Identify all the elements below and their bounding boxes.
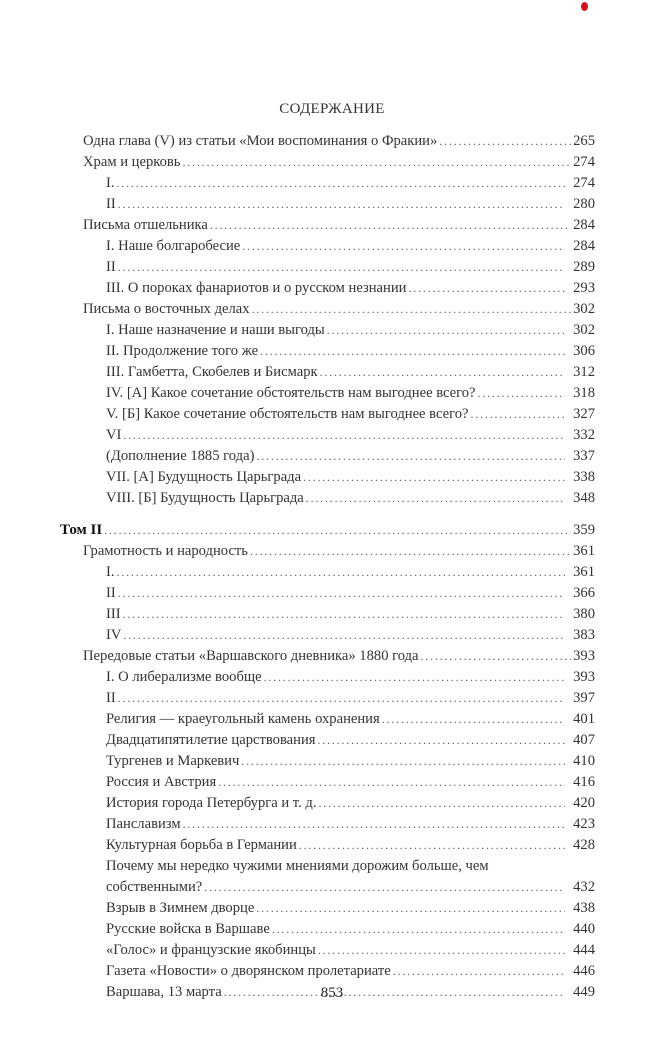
toc-entry-page: 401 [573,711,595,727]
toc-entry[interactable] [83,648,595,669]
toc-entry[interactable] [106,585,595,606]
dot-leader [118,691,565,706]
dot-leader [241,754,565,769]
dot-leader [382,712,565,727]
toc-entry-page: 332 [573,427,595,443]
toc-entry[interactable] [106,280,595,301]
toc-entry-page: 289 [573,259,595,275]
dot-leader [182,155,571,170]
toc-entry[interactable] [106,753,595,774]
toc-entry-title: IV. [А] Какое сочетание обстоятельств нам выгоднее всего? [106,385,476,401]
toc-entry-title: Одна глава (V) из статьи «Мои воспоминания о Фракии» [83,133,438,149]
toc-entry-title: VI [106,427,122,443]
toc-entry[interactable] [106,490,595,511]
toc-entry-page: 361 [573,543,595,559]
toc-entry-title: Письма о восточных делах [83,301,250,317]
toc-entry[interactable] [106,469,595,490]
dot-leader [250,544,571,559]
dot-leader [252,302,572,317]
toc-entry[interactable] [106,690,595,711]
toc-entry-page: 416 [573,774,595,790]
toc-entry-page: 440 [573,921,595,937]
dot-leader [256,449,565,464]
dot-leader [118,586,565,601]
toc-entry[interactable] [83,217,595,238]
toc-entry[interactable] [83,133,595,154]
toc-entry-page: 318 [573,385,595,401]
toc-entry-page: 306 [573,343,595,359]
toc-entry-title: IV [106,627,122,643]
toc-entry-title: II [106,196,116,212]
dot-leader [242,239,565,254]
page-number: 853 [320,985,344,1001]
toc-entry[interactable] [106,564,595,585]
toc-entry-title: Варшава, 13 марта [106,984,222,1000]
dot-leader [306,491,565,506]
toc-entry-page: 265 [573,133,595,149]
toc-entry-title: История города Петербурга и т. д. [106,795,317,811]
dot-leader [118,260,565,275]
toc-entry-page: 302 [573,322,595,338]
toc-entry[interactable] [106,196,595,217]
dot-leader [439,134,571,149]
toc-entry-page: 312 [573,364,595,380]
toc-entry-page: 327 [573,406,595,422]
toc-entry[interactable] [106,879,595,900]
dot-leader [218,775,565,790]
toc-entry[interactable] [106,669,595,690]
dot-leader [408,281,565,296]
toc-entry-page: 284 [573,238,595,254]
toc-entry[interactable] [106,238,595,259]
toc-entry-title: Культурная борьба в Германии [106,837,297,853]
toc-entry-title: Газета «Новости» о дворянском пролетариате [106,963,391,979]
toc-entry-title: II [106,585,116,601]
dot-leader [421,649,572,664]
toc-entry-page: 361 [573,564,595,580]
toc-entry-page: 380 [573,606,595,622]
dot-leader [303,470,565,485]
toc-entry[interactable] [106,427,595,448]
toc-entry-title: Панславизм [106,816,181,832]
toc-entry-page: 274 [573,175,595,191]
toc-entry-title: II [106,690,116,706]
toc-entry[interactable] [106,406,595,427]
toc-entry-title: II [106,259,116,275]
toc-entry-title: II. Продолжение того же [106,343,259,359]
toc-entry-page: 274 [573,154,595,170]
toc-entry[interactable] [106,816,595,837]
toc-entry-page: 284 [573,217,595,233]
toc-entry-page: 397 [573,690,595,706]
toc-entry-first-line[interactable] [106,858,595,879]
toc-entry-title: Письма отшельника [83,217,208,233]
toc-entry-title: Передовые статьи «Варшавского дневника» 1880 года [83,648,419,664]
toc-entry-page: 393 [573,648,595,664]
toc-entry-page: 337 [573,448,595,464]
toc-entry-title: VIII. [Б] Будущность Царьграда [106,490,304,506]
toc-entry-title: Тургенев и Маркевич [106,753,240,769]
toc-entry-page: 393 [573,669,595,685]
toc-entry-page: 366 [573,585,595,601]
dot-leader [117,176,566,191]
toc-entry-title: III. О пороках фанариотов и о русском незнании [106,280,407,296]
dot-leader [272,922,565,937]
toc-entry[interactable] [106,322,595,343]
toc-entry[interactable] [106,364,595,385]
toc-entry-page: 280 [573,196,595,212]
toc-entry-page: 383 [573,627,595,643]
dot-leader [320,365,566,380]
toc-entry-page: 407 [573,732,595,748]
toc-entry-page: 432 [573,879,595,895]
toc-entry-title: Грамотность и народность [83,543,248,559]
toc-entry[interactable] [83,301,595,322]
dot-leader [318,943,565,958]
toc-entry-title-continuation: собственными? [106,879,203,895]
toc-entry-title: Взрыв в Зимнем дворце [106,900,255,916]
toc-entry-title: Религия — краеугольный камень охранения [106,711,380,727]
dot-leader [117,565,566,580]
dot-leader [327,323,565,338]
toc-entry-title: III. Гамбетта, Скобелев и Бисмарк [106,364,318,380]
dot-leader [204,880,565,895]
toc-entry[interactable] [106,900,595,921]
toc-entry-title: I. [106,564,115,580]
toc-entry[interactable] [106,942,595,963]
toc-entry-title: III [106,606,121,622]
toc-entry-title: Двадцатипятилетие царствования [106,732,316,748]
toc-entry-title: I. Наше болгаробесие [106,238,241,254]
toc-entry-page: 423 [573,816,595,832]
toc-entry-title: Русские войска в Варшаве [106,921,270,937]
toc-entry-title: «Голос» и французские якобинцы [106,942,316,958]
toc-entry[interactable] [106,175,595,196]
toc-entry-page: 438 [573,900,595,916]
dot-leader [123,628,565,643]
toc-entry-title: I. О либерализме вообще [106,669,262,685]
dot-leader [256,901,565,916]
toc-entry-title: Почему мы нередко чужими мнениями дорожим больше, чем [106,858,489,874]
toc-entry-page: 293 [573,280,595,296]
dot-leader [478,386,566,401]
dot-leader [299,838,565,853]
toc-entry-title: I. Наше назначение и наши выгоды [106,322,325,338]
toc-entry-page: 446 [573,963,595,979]
dot-leader [317,733,565,748]
toc-entry-page: 449 [573,984,595,1000]
dot-leader [260,344,565,359]
toc-entry-page: 444 [573,942,595,958]
toc-entry-title: Россия и Австрия [106,774,217,790]
toc-entry-title: (Дополнение 1885 года) [106,448,255,464]
toc-entry-page: 359 [573,522,595,538]
toc-entry[interactable] [83,154,595,175]
toc-entry[interactable] [106,385,595,406]
dot-leader [264,670,566,685]
toc-entry-page: 348 [573,490,595,506]
toc-entry-title: Храм и церковь [83,154,181,170]
toc-entry-page: 420 [573,795,595,811]
toc-entry-title: V. [Б] Какое сочетание обстоятельств нам выгоднее всего? [106,406,469,422]
toc-entry[interactable] [106,774,595,795]
toc-entry-page: 410 [573,753,595,769]
toc-entry[interactable] [106,259,595,280]
toc-entry-page: 302 [573,301,595,317]
dot-leader [318,796,565,811]
toc-volume-heading[interactable] [60,522,595,543]
toc-entry[interactable] [83,543,595,564]
red-marker-dot [581,2,588,11]
dot-leader [210,218,571,233]
toc-entry[interactable] [106,627,595,648]
toc-entry[interactable] [106,711,595,732]
toc-entry-page: 428 [573,837,595,853]
dot-leader [118,197,565,212]
dot-leader [471,407,566,422]
page-title: СОДЕРЖАНИЕ [279,101,385,117]
dot-leader [123,607,566,622]
toc-entry[interactable] [106,963,595,984]
toc-entry-title: I. [106,175,115,191]
dot-leader [393,964,565,979]
toc-entry[interactable] [106,343,595,364]
toc-entry[interactable] [106,921,595,942]
toc-entry-page: 338 [573,469,595,485]
dot-leader [123,428,565,443]
toc-entry-title: VII. [А] Будущность Царьграда [106,469,302,485]
toc-entry[interactable] [106,606,595,627]
toc-entry[interactable] [106,795,595,816]
toc-entry[interactable] [106,448,595,469]
toc-entry[interactable] [106,732,595,753]
dot-leader [104,523,571,538]
dot-leader [183,817,566,832]
toc-entry[interactable] [106,837,595,858]
toc-entry-title: Том II [60,522,103,538]
